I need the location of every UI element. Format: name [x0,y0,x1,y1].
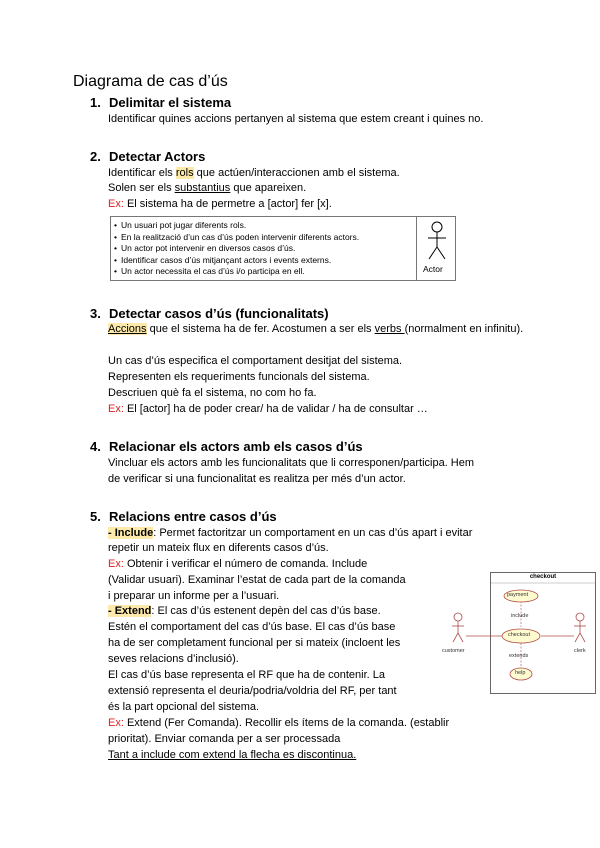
paragraph: i preparar un informe per a l’usuari. [108,590,280,602]
divider [416,217,417,280]
section-2-heading [90,149,205,164]
note-line: Tant a include com extend la flecha es discontinua. [108,749,357,761]
list-item: • Un actor pot intervenir en diversos casos d’ús. [114,243,414,255]
paragraph: prioritat). Enviar comanda per a ser processada [108,733,341,745]
stick-figure-icon [426,221,448,261]
example-label: Ex: [108,717,124,729]
actor-customer-label: customer [442,648,465,654]
section-number: 3. [90,306,101,321]
paragraph: Un cas d’ús especifica el comportament desitjat del sistema. [108,355,403,367]
list-item: • Un usuari pot jugar diferents rols. [114,220,414,232]
example-label: Ex: [108,403,124,415]
paragraph: extensió representa el deuria/podria/voldria del RF, per tant [108,685,397,697]
section-number: 5. [90,509,101,524]
actors-info-box [110,216,456,281]
heading-text: Detectar casos d’ús (funcionalitats) [109,306,329,321]
highlight: rols [175,167,194,179]
section-number: 2. [90,149,101,164]
include-arrow-label: include [511,613,529,619]
example-label: Ex: [108,198,124,210]
heading-text: Detectar Actors [109,149,206,164]
underline-text: verbs [374,323,405,335]
paragraph: repetir un mateix flux en diferents casos d’ús. [108,542,329,554]
section-5-heading [90,509,277,524]
highlight: Accions [108,323,147,335]
paragraph: ha de ser completament funcional per si mateix (incloent les [108,637,401,649]
example-line: Ex: Obtenir i verificar el número de comanda. Include [108,558,368,570]
paragraph: (Validar usuari). Examinar l’estat de cada part de la comanda [108,574,406,586]
paragraph: - Extend: El cas d’ús estenent depèn del cas d’ús base. [108,605,381,617]
diagram-actors-svg [450,612,600,650]
paragraph: Identificar quines accions pertanyen al sistema que estem creant i quines no. [108,113,484,125]
section-1-heading [90,95,231,110]
paragraph: Representen els requeriments funcionals del sistema. [108,371,370,383]
example-line: Ex: El sistema ha de permetre a [actor] fer [x]. [108,198,332,210]
example-label: Ex: [108,558,124,570]
actor-clerk-label: clerk [574,648,586,654]
heading-text: Delimitar el sistema [109,95,232,110]
paragraph: és la part opcional del sistema. [108,701,260,713]
paragraph: Vincluar els actors amb les funcionalitats que li corresponen/participa. Hem [108,457,475,469]
example-line: Ex: El [actor] ha de poder crear/ ha de validar / ha de consultar … [108,403,428,415]
diagram-title: checkout [529,574,557,580]
paragraph: El cas d’ús base representa el RF que ha de contenir. La [108,669,386,681]
uc-checkout: checkout [508,632,531,638]
list-item: • Un actor necessita el cas d’ús i/o participa en ell. [114,266,414,278]
underline-text: substantius [174,182,231,194]
uc-help: help [515,670,526,676]
paragraph: Identificar els rols que actúen/interaccionen amb el sistema. [108,167,400,179]
list-item: • Identificar casos d’ús mitjançant actors i events externs. [114,255,414,267]
paragraph: Descriuen què fa el sistema, no com ho fa. [108,387,317,399]
example-line: Ex: Extend (Fer Comanda). Recollir els ítems de la comanda. (establir [108,717,450,729]
paragraph: de verificar si una funcionalitat es realitza per més d’un actor. [108,473,406,485]
section-4-heading [90,439,363,454]
extends-arrow-label: extends [509,653,529,659]
page-title: Diagrama de cas d’ús [73,73,228,90]
section-number: 4. [90,439,101,454]
paragraph: Accions que el sistema ha de fer. Acostumen a ser els verbs (normalment en infinitu). [108,323,524,335]
actors-bullet-list [114,220,414,278]
include-label: - Include [108,527,154,539]
paragraph: - Include: Permet factoritzar un comportament en un cas d’ús apart i evitar [108,527,473,539]
uc-payment: payment [507,592,529,598]
heading-text: Relacionar els actors amb els casos d’ús [109,439,363,454]
actor-label: Actor [423,264,443,274]
paragraph: seves relacions d’inclusió). [108,653,239,665]
heading-text: Relacions entre casos d’ús [109,509,277,524]
list-item: • En la realització d’un cas d’ús poden intervenir diferents actors. [114,232,414,244]
extend-label: - Extend [108,605,152,617]
paragraph: Estén el comportament del cas d’ús base. El cas d’ús base [108,621,396,633]
paragraph: Solen ser els substantius que apareixen. [108,182,307,194]
section-3-heading [90,306,329,321]
section-number: 1. [90,95,101,110]
